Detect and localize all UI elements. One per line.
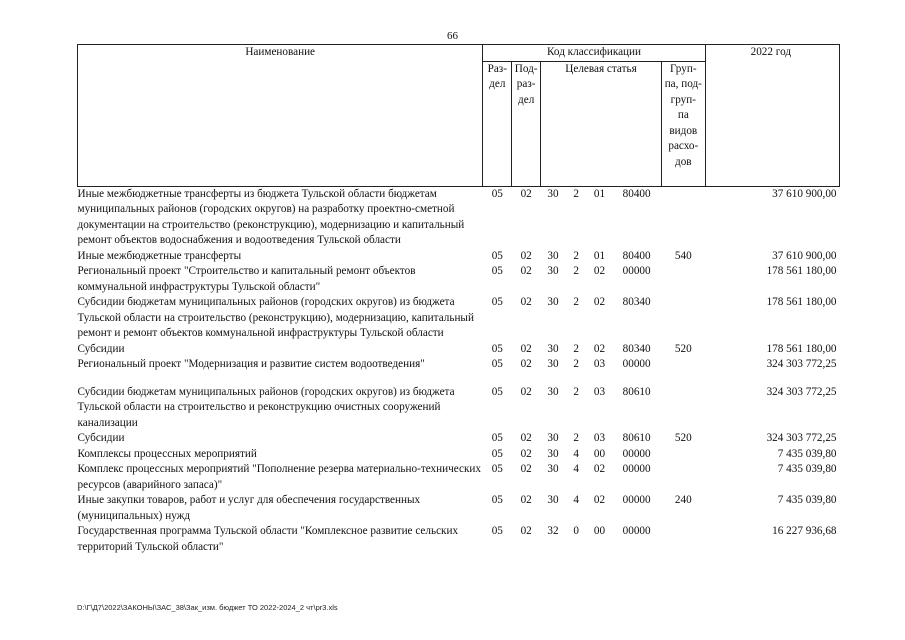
cell-sum: 178 561 180,00 <box>766 296 837 308</box>
cell-gr: 240 <box>674 494 692 506</box>
cell-name: Комплекс процессных мероприятий "Пополнение резерва материально-технических ресурсов (аварийного запаса)" <box>77 463 481 491</box>
cell-rz: 05 <box>491 249 503 262</box>
cell-rz: 05 <box>491 494 503 506</box>
cell-t1: 30 <box>547 296 559 308</box>
header-razdel: Раз- дел <box>483 61 512 186</box>
cell-name: Региональный проект "Модернизация и развитие систем водоотведения" <box>77 358 425 370</box>
cell-gr: 520 <box>674 432 692 444</box>
cell-t4: 00000 <box>622 265 651 277</box>
cell-t4: 80340 <box>622 342 651 355</box>
cell-pr: 02 <box>520 385 532 398</box>
cell-rz: 05 <box>491 342 503 355</box>
cell-t4: 00000 <box>622 358 651 370</box>
cell-name: Иные закупки товаров, работ и услуг для обеспечения государственных (муниципальных) нужд <box>77 494 421 522</box>
cell-name: Субсидии бюджетам муниципальных районов (городских округов) из бюджета Тульской области на строительство и реконструкцию очистных сооружений канализации <box>77 385 455 429</box>
cell-rz: 05 <box>491 187 503 200</box>
table-row <box>78 462 840 493</box>
cell-pr: 02 <box>520 525 532 537</box>
cell-name: Субсидии <box>77 432 125 444</box>
cell-t3: 00 <box>593 447 606 460</box>
cell-t1: 30 <box>547 187 559 200</box>
cell-name: Иные межбюджетные трансферты <box>77 249 242 262</box>
cell-t2: 4 <box>573 447 579 460</box>
cell-gr <box>661 186 705 249</box>
header-classification-code: Код классификации <box>483 45 705 62</box>
cell-sum: 178 561 180,00 <box>766 342 837 355</box>
budget-table <box>77 44 840 555</box>
header-target-article: Целевая статья <box>541 61 662 186</box>
table-row <box>78 357 840 373</box>
cell-t3: 02 <box>593 265 606 277</box>
cell-rz: 05 <box>491 296 503 308</box>
page-number: 66 <box>447 30 458 42</box>
cell-name: Субсидии бюджетам муниципальных районов (городских округов) из бюджета Тульской области на строительство (реконструкцию), модернизацию, капитальный ремонт и ремонт объектов коммунальной инфраструктуры Тульской области <box>77 296 474 339</box>
cell-t1: 30 <box>547 358 559 370</box>
cell-t1: 30 <box>547 494 559 506</box>
cell-t4: 80610 <box>622 432 651 444</box>
cell-t1: 30 <box>547 447 559 460</box>
cell-gr: 520 <box>674 342 692 355</box>
cell-t4: 00000 <box>622 525 651 537</box>
header-year: 2022 год <box>705 45 839 187</box>
table-row <box>78 493 840 524</box>
cell-rz: 05 <box>491 265 503 277</box>
row-spacer <box>78 373 840 385</box>
cell-t4: 00000 <box>622 463 651 475</box>
cell-sum: 7 435 039,80 <box>777 447 837 460</box>
cell-t1: 30 <box>547 432 559 444</box>
cell-gr <box>661 524 705 555</box>
cell-t2: 2 <box>573 342 579 355</box>
cell-t2: 2 <box>573 265 579 277</box>
cell-pr: 02 <box>520 432 532 444</box>
cell-name: Иные межбюджетные трансферты из бюджета Тульской области бюджетам муниципальных районов (городских округов) на разработку проектно-сметной документации на строительство (реконструкцию), модернизацию и капитальный ремонт объектов водоснабжения и водоотведения Тульской области <box>77 187 465 246</box>
table-row <box>78 295 840 342</box>
cell-sum: 16 227 936,68 <box>772 525 837 537</box>
cell-t3: 02 <box>593 494 606 506</box>
cell-name: Региональный проект "Строительство и капитальный ремонт объектов коммунальной инфраструктуры Тульской области" <box>77 265 416 293</box>
cell-t2: 2 <box>573 249 579 262</box>
cell-pr: 02 <box>520 494 532 506</box>
cell-t3: 02 <box>593 296 606 308</box>
cell-pr: 02 <box>520 249 532 262</box>
cell-t4: 80340 <box>622 296 651 308</box>
cell-t3: 02 <box>593 463 606 475</box>
cell-t1: 30 <box>547 342 559 355</box>
cell-pr: 02 <box>520 187 532 200</box>
cell-pr: 02 <box>520 342 532 355</box>
table-row <box>78 385 840 432</box>
cell-t3: 01 <box>593 187 606 200</box>
cell-t3: 01 <box>593 249 606 262</box>
header-podrazdel: Под- раз- дел <box>512 61 541 186</box>
cell-gr <box>661 447 705 463</box>
cell-rz: 05 <box>491 525 503 537</box>
cell-rz: 05 <box>491 447 503 460</box>
cell-gr <box>661 462 705 493</box>
cell-t4: 80610 <box>622 385 651 398</box>
cell-sum: 324 303 772,25 <box>766 385 837 398</box>
cell-t2: 2 <box>573 385 579 398</box>
cell-t3: 03 <box>593 358 606 370</box>
cell-t2: 2 <box>573 358 579 370</box>
cell-name: Государственная программа Тульской области "Комплексное развитие сельских территорий Тульской области" <box>77 525 459 553</box>
cell-t2: 2 <box>573 432 579 444</box>
cell-t4: 80400 <box>622 187 651 200</box>
table-body <box>78 186 840 555</box>
header-name: Наименование <box>78 45 483 187</box>
header-expense-group: Груп- па, под- груп- па видов расхо- дов <box>661 61 705 186</box>
cell-t3: 03 <box>593 432 606 444</box>
cell-gr <box>661 385 705 432</box>
table-row <box>78 447 840 463</box>
cell-t1: 32 <box>547 525 559 537</box>
cell-sum: 178 561 180,00 <box>766 265 837 277</box>
cell-pr: 02 <box>520 447 532 460</box>
cell-rz: 05 <box>491 358 503 370</box>
table-row <box>78 249 840 265</box>
cell-t1: 30 <box>547 385 559 398</box>
table-row <box>78 186 840 249</box>
cell-gr <box>661 264 705 295</box>
table-row <box>78 431 840 447</box>
cell-t2: 2 <box>573 187 579 200</box>
cell-gr <box>661 357 705 373</box>
cell-sum: 37 610 900,00 <box>772 187 837 200</box>
cell-sum: 324 303 772,25 <box>766 432 837 444</box>
cell-rz: 05 <box>491 385 503 398</box>
cell-sum: 7 435 039,80 <box>777 494 837 506</box>
cell-t3: 03 <box>593 385 606 398</box>
table-row <box>78 524 840 555</box>
cell-t1: 30 <box>547 249 559 262</box>
cell-t2: 2 <box>573 296 579 308</box>
cell-t3: 02 <box>593 342 606 355</box>
cell-sum: 7 435 039,80 <box>777 463 837 475</box>
cell-t4: 00000 <box>622 494 651 506</box>
cell-pr: 02 <box>520 463 532 475</box>
cell-sum: 324 303 772,25 <box>766 358 837 370</box>
cell-rz: 05 <box>491 432 503 444</box>
cell-pr: 02 <box>520 296 532 308</box>
cell-pr: 02 <box>520 265 532 277</box>
cell-t1: 30 <box>547 463 559 475</box>
cell-t2: 4 <box>573 494 579 506</box>
cell-sum: 37 610 900,00 <box>772 249 837 262</box>
cell-t1: 30 <box>547 265 559 277</box>
cell-t3: 00 <box>593 525 606 537</box>
cell-t4: 80400 <box>622 249 651 262</box>
cell-t2: 0 <box>573 525 579 537</box>
cell-t4: 00000 <box>622 447 651 460</box>
cell-rz: 05 <box>491 463 503 475</box>
cell-gr: 540 <box>674 249 692 262</box>
cell-gr <box>661 295 705 342</box>
cell-name: Комплексы процессных мероприятий <box>77 447 257 460</box>
cell-pr: 02 <box>520 358 532 370</box>
cell-name: Субсидии <box>77 342 125 355</box>
cell-t2: 4 <box>573 463 579 475</box>
table-row <box>78 342 840 358</box>
table-row <box>78 264 840 295</box>
file-path-footer: D:\Г\Д7\2022\ЗАКОНЫ\ЗАС_38\Зак_изм. бюджет ТО 2022-2024_2 чт\pr3.xls <box>77 603 338 612</box>
